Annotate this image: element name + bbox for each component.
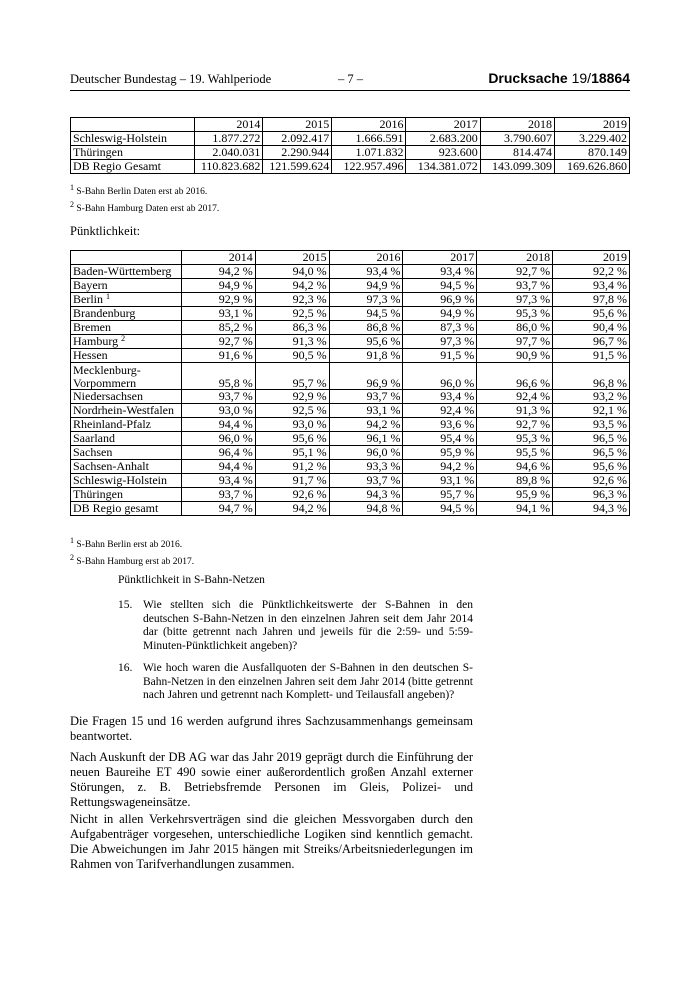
row-label: Thüringen bbox=[71, 146, 195, 160]
cell: 93,1 % bbox=[181, 307, 255, 321]
cell: 91,7 % bbox=[255, 474, 329, 488]
section-label: Pünktlichkeit: bbox=[70, 224, 141, 238]
year-header: 2016 bbox=[329, 251, 403, 265]
cell: 96,8 % bbox=[553, 363, 630, 390]
table-row bbox=[71, 460, 630, 474]
cell: 1.877.272 bbox=[194, 132, 263, 146]
cell: 94,1 % bbox=[477, 502, 553, 516]
table-row bbox=[71, 432, 630, 446]
footnote: $^2$ S-Bahn Hamburg Daten erst ab 2017. bbox=[70, 200, 220, 214]
table-row bbox=[71, 132, 630, 146]
cell: 3.790.607 bbox=[480, 132, 554, 146]
cell: 97,7 % bbox=[477, 335, 553, 349]
corner-cell bbox=[71, 251, 182, 265]
row-label: Sachsen-Anhalt bbox=[71, 460, 182, 474]
cell: 86,0 % bbox=[477, 321, 553, 335]
cell: 94,5 % bbox=[329, 307, 403, 321]
cell: 814.474 bbox=[480, 146, 554, 160]
cell: 3.229.402 bbox=[554, 132, 629, 146]
cell: 92,4 % bbox=[403, 404, 477, 418]
cell: 96,3 % bbox=[553, 488, 630, 502]
row-label: Bremen bbox=[71, 321, 182, 335]
cell: 143.099.309 bbox=[480, 160, 554, 174]
cell: 96,7 % bbox=[553, 335, 630, 349]
cell: 92,6 % bbox=[255, 488, 329, 502]
cell: 122.957.496 bbox=[332, 160, 406, 174]
year-header: 2018 bbox=[477, 251, 553, 265]
cell: 93,4 % bbox=[329, 265, 403, 279]
row-label: DB Regio gesamt bbox=[71, 502, 182, 516]
cell: 92,9 % bbox=[255, 390, 329, 404]
cell: 97,3 % bbox=[477, 293, 553, 307]
cell: 92,9 % bbox=[181, 293, 255, 307]
year-header: 2019 bbox=[553, 251, 630, 265]
cell: 85,2 % bbox=[181, 321, 255, 335]
row-label: Rheinland-Pfalz bbox=[71, 418, 182, 432]
cell: 92,5 % bbox=[255, 404, 329, 418]
cell: 94,4 % bbox=[181, 418, 255, 432]
cell: 95,1 % bbox=[255, 446, 329, 460]
table-row bbox=[71, 404, 630, 418]
cell: 93,1 % bbox=[403, 474, 477, 488]
cell: 93,1 % bbox=[329, 404, 403, 418]
cell: 86,3 % bbox=[255, 321, 329, 335]
cell: 91,6 % bbox=[181, 349, 255, 363]
row-label: Schleswig-Holstein bbox=[71, 474, 182, 488]
cell: 89,8 % bbox=[477, 474, 553, 488]
year-header: 2014 bbox=[181, 251, 255, 265]
cell: 92,7 % bbox=[477, 265, 553, 279]
page-number: – 7 – bbox=[338, 72, 363, 86]
row-label: DB Regio Gesamt bbox=[71, 160, 195, 174]
cell: 93,7 % bbox=[181, 390, 255, 404]
row-label: Saarland bbox=[71, 432, 182, 446]
table-row bbox=[71, 363, 630, 390]
row-label: Brandenburg bbox=[71, 307, 182, 321]
table-row bbox=[71, 307, 630, 321]
question-number: 15. bbox=[118, 599, 133, 611]
cell: 94,9 % bbox=[329, 279, 403, 293]
year-header: 2015 bbox=[255, 251, 329, 265]
cell: 93,2 % bbox=[553, 390, 630, 404]
cell: 94,5 % bbox=[403, 502, 477, 516]
row-label: Thüringen bbox=[71, 488, 182, 502]
cell: 96,0 % bbox=[181, 432, 255, 446]
cell: 91,3 % bbox=[477, 404, 553, 418]
cell: 96,0 % bbox=[329, 446, 403, 460]
cell: 94,7 % bbox=[181, 502, 255, 516]
cell: 96,4 % bbox=[181, 446, 255, 460]
table-row bbox=[71, 418, 630, 432]
question-number: 16. bbox=[118, 662, 133, 674]
question-15 bbox=[118, 599, 473, 653]
row-label: Berlin $^1$ bbox=[71, 293, 182, 307]
cell: 94,4 % bbox=[181, 460, 255, 474]
cell: 95,3 % bbox=[477, 307, 553, 321]
cell: 110.823.682 bbox=[194, 160, 263, 174]
header-parliament: Deutscher Bundestag – 19. Wahlperiode bbox=[70, 72, 272, 86]
cell: 96,5 % bbox=[553, 432, 630, 446]
cell: 94,6 % bbox=[477, 460, 553, 474]
cell: 92,7 % bbox=[477, 418, 553, 432]
footnote: $^2$ S-Bahn Hamburg erst ab 2017. bbox=[70, 553, 195, 567]
cell: 95,4 % bbox=[403, 432, 477, 446]
cell: 97,3 % bbox=[329, 293, 403, 307]
cell: 91,3 % bbox=[255, 335, 329, 349]
cell: 94,3 % bbox=[553, 502, 630, 516]
cell: 93,0 % bbox=[255, 418, 329, 432]
cell: 95,6 % bbox=[329, 335, 403, 349]
cell: 92,1 % bbox=[553, 404, 630, 418]
cell: 95,6 % bbox=[553, 460, 630, 474]
cell: 93,6 % bbox=[403, 418, 477, 432]
cell: 93,7 % bbox=[477, 279, 553, 293]
row-label: Nordrhein-Westfalen bbox=[71, 404, 182, 418]
cell: 94,9 % bbox=[181, 279, 255, 293]
cell: 96,1 % bbox=[329, 432, 403, 446]
cell: 91,5 % bbox=[403, 349, 477, 363]
cell: 93,4 % bbox=[181, 474, 255, 488]
cell: 94,0 % bbox=[255, 265, 329, 279]
footnote-marker: 2 bbox=[121, 334, 126, 343]
footnote: $^1$ S-Bahn Berlin Daten erst ab 2016. bbox=[70, 183, 208, 197]
cell: 97,8 % bbox=[553, 293, 630, 307]
cell: 93,4 % bbox=[403, 390, 477, 404]
table-row bbox=[71, 265, 630, 279]
question-text: Wie hoch waren die Ausfallquoten der S-Bahnen in den deutschen S-Bahn-Netzen in den einzelnen Jahren seit dem Jahr 2014 (bitte getrennt nach Jahren und getrennt nach Komplett- und Teilausfall angeben)? bbox=[143, 662, 473, 701]
cell: 95,7 % bbox=[255, 363, 329, 390]
cell: 94,8 % bbox=[329, 502, 403, 516]
table-row bbox=[71, 446, 630, 460]
answer-paragraph: Nach Auskunft der DB AG war das Jahr 2019 geprägt durch die Einführung der neuen Baureihe ET 490 sowie einer außerordentlich großen Anzahl externer Störungen, z. B. Betriebsfremde Personen im Gleis, Polizei- und Rettungswageneinsätze. bbox=[70, 750, 473, 809]
answer-paragraph: Die Fragen 15 und 16 werden aufgrund ihres Sachzusammenhangs gemeinsam beantwortet. bbox=[70, 714, 473, 743]
cell: 1.071.832 bbox=[332, 146, 406, 160]
cell: 95,5 % bbox=[477, 446, 553, 460]
year-header: 2016 bbox=[332, 118, 406, 132]
cell: 93,7 % bbox=[181, 488, 255, 502]
cell: 95,9 % bbox=[403, 446, 477, 460]
question-16 bbox=[118, 662, 473, 703]
cell: 923.600 bbox=[406, 146, 480, 160]
cell: 134.381.072 bbox=[406, 160, 480, 174]
cell: 97,3 % bbox=[403, 335, 477, 349]
passenger-table bbox=[70, 117, 630, 174]
year-header: 2019 bbox=[554, 118, 629, 132]
row-label: Baden-Württemberg bbox=[71, 265, 182, 279]
section-heading: Pünktlichkeit in S-Bahn-Netzen bbox=[118, 574, 265, 586]
cell: 92,4 % bbox=[477, 390, 553, 404]
cell: 96,9 % bbox=[329, 363, 403, 390]
cell: 94,9 % bbox=[403, 307, 477, 321]
row-label: Mecklenburg-Vorpommern bbox=[71, 363, 182, 390]
cell: 91,5 % bbox=[553, 349, 630, 363]
table-row bbox=[71, 279, 630, 293]
cell: 96,6 % bbox=[477, 363, 553, 390]
cell: 93,4 % bbox=[553, 279, 630, 293]
page-header bbox=[70, 70, 630, 91]
cell: 95,7 % bbox=[403, 488, 477, 502]
row-label: Hessen bbox=[71, 349, 182, 363]
row-label: Niedersachsen bbox=[71, 390, 182, 404]
table-row bbox=[71, 293, 630, 307]
cell: 94,2 % bbox=[255, 279, 329, 293]
cell: 94,2 % bbox=[329, 418, 403, 432]
cell: 2.040.031 bbox=[194, 146, 263, 160]
document-number: Drucksache 19/18864 bbox=[488, 70, 630, 86]
row-label: Bayern bbox=[71, 279, 182, 293]
cell: 91,8 % bbox=[329, 349, 403, 363]
cell: 86,8 % bbox=[329, 321, 403, 335]
footnote-marker: 1 bbox=[106, 292, 110, 301]
cell: 87,3 % bbox=[403, 321, 477, 335]
cell: 94,5 % bbox=[403, 279, 477, 293]
cell: 91,2 % bbox=[255, 460, 329, 474]
table-row bbox=[71, 160, 630, 174]
cell: 90,9 % bbox=[477, 349, 553, 363]
cell: 94,2 % bbox=[255, 502, 329, 516]
cell: 1.666.591 bbox=[332, 132, 406, 146]
cell: 95,8 % bbox=[181, 363, 255, 390]
row-label: Schleswig-Holstein bbox=[71, 132, 195, 146]
footnote: $^1$ S-Bahn Berlin erst ab 2016. bbox=[70, 536, 183, 550]
cell: 96,9 % bbox=[403, 293, 477, 307]
question-text: Wie stellten sich die Pünktlichkeitswerte der S-Bahnen in den deutschen S-Bahn-Netzen in den einzelnen Jahren seit dem Jahr 2014 dar (bitte getrennt nach Jahren und jeweils für die 2:59- und 5:59-Minuten-Pünktlichkeit angeben)? bbox=[143, 599, 473, 652]
cell: 93,5 % bbox=[553, 418, 630, 432]
cell: 2.683.200 bbox=[406, 132, 480, 146]
cell: 93,3 % bbox=[329, 460, 403, 474]
cell: 94,2 % bbox=[181, 265, 255, 279]
table-row bbox=[71, 502, 630, 516]
cell: 90,5 % bbox=[255, 349, 329, 363]
table-row bbox=[71, 321, 630, 335]
year-header: 2017 bbox=[406, 118, 480, 132]
corner-cell bbox=[71, 118, 195, 132]
punctuality-table bbox=[70, 250, 630, 516]
row-label: Hamburg $^2$ bbox=[71, 335, 182, 349]
year-header: 2018 bbox=[480, 118, 554, 132]
cell: 93,7 % bbox=[329, 390, 403, 404]
cell: 169.626.860 bbox=[554, 160, 629, 174]
cell: 96,0 % bbox=[403, 363, 477, 390]
year-header: 2014 bbox=[194, 118, 263, 132]
table-header-row bbox=[71, 118, 630, 132]
cell: 870.149 bbox=[554, 146, 629, 160]
cell: 92,2 % bbox=[553, 265, 630, 279]
cell: 95,3 % bbox=[477, 432, 553, 446]
cell: 94,3 % bbox=[329, 488, 403, 502]
cell: 94,2 % bbox=[403, 460, 477, 474]
cell: 92,7 % bbox=[181, 335, 255, 349]
cell: 90,4 % bbox=[553, 321, 630, 335]
cell: 2.290.944 bbox=[263, 146, 332, 160]
cell: 95,6 % bbox=[255, 432, 329, 446]
table-row bbox=[71, 146, 630, 160]
cell: 92,6 % bbox=[553, 474, 630, 488]
table-row bbox=[71, 488, 630, 502]
cell: 121.599.624 bbox=[263, 160, 332, 174]
table-row bbox=[71, 390, 630, 404]
cell: 95,9 % bbox=[477, 488, 553, 502]
cell: 92,3 % bbox=[255, 293, 329, 307]
cell: 92,5 % bbox=[255, 307, 329, 321]
cell: 93,7 % bbox=[329, 474, 403, 488]
table-row bbox=[71, 335, 630, 349]
year-header: 2017 bbox=[403, 251, 477, 265]
cell: 93,4 % bbox=[403, 265, 477, 279]
year-header: 2015 bbox=[263, 118, 332, 132]
table-header-row bbox=[71, 251, 630, 265]
cell: 93,0 % bbox=[181, 404, 255, 418]
cell: 96,5 % bbox=[553, 446, 630, 460]
cell: 2.092.417 bbox=[263, 132, 332, 146]
row-label: Sachsen bbox=[71, 446, 182, 460]
answer-paragraph: Nicht in allen Verkehrsverträgen sind die gleichen Messvorgaben durch den Aufgabenträger vorgesehen, unterschiedliche Logiken sind kenntlich gemacht. Die Abweichungen im Jahr 2015 hängen mit Streiks/Arbeitsniederlegungen im Rahmen von Tarifverhandlungen zusammen. bbox=[70, 812, 473, 871]
table-row bbox=[71, 474, 630, 488]
cell: 95,6 % bbox=[553, 307, 630, 321]
table-row bbox=[71, 349, 630, 363]
